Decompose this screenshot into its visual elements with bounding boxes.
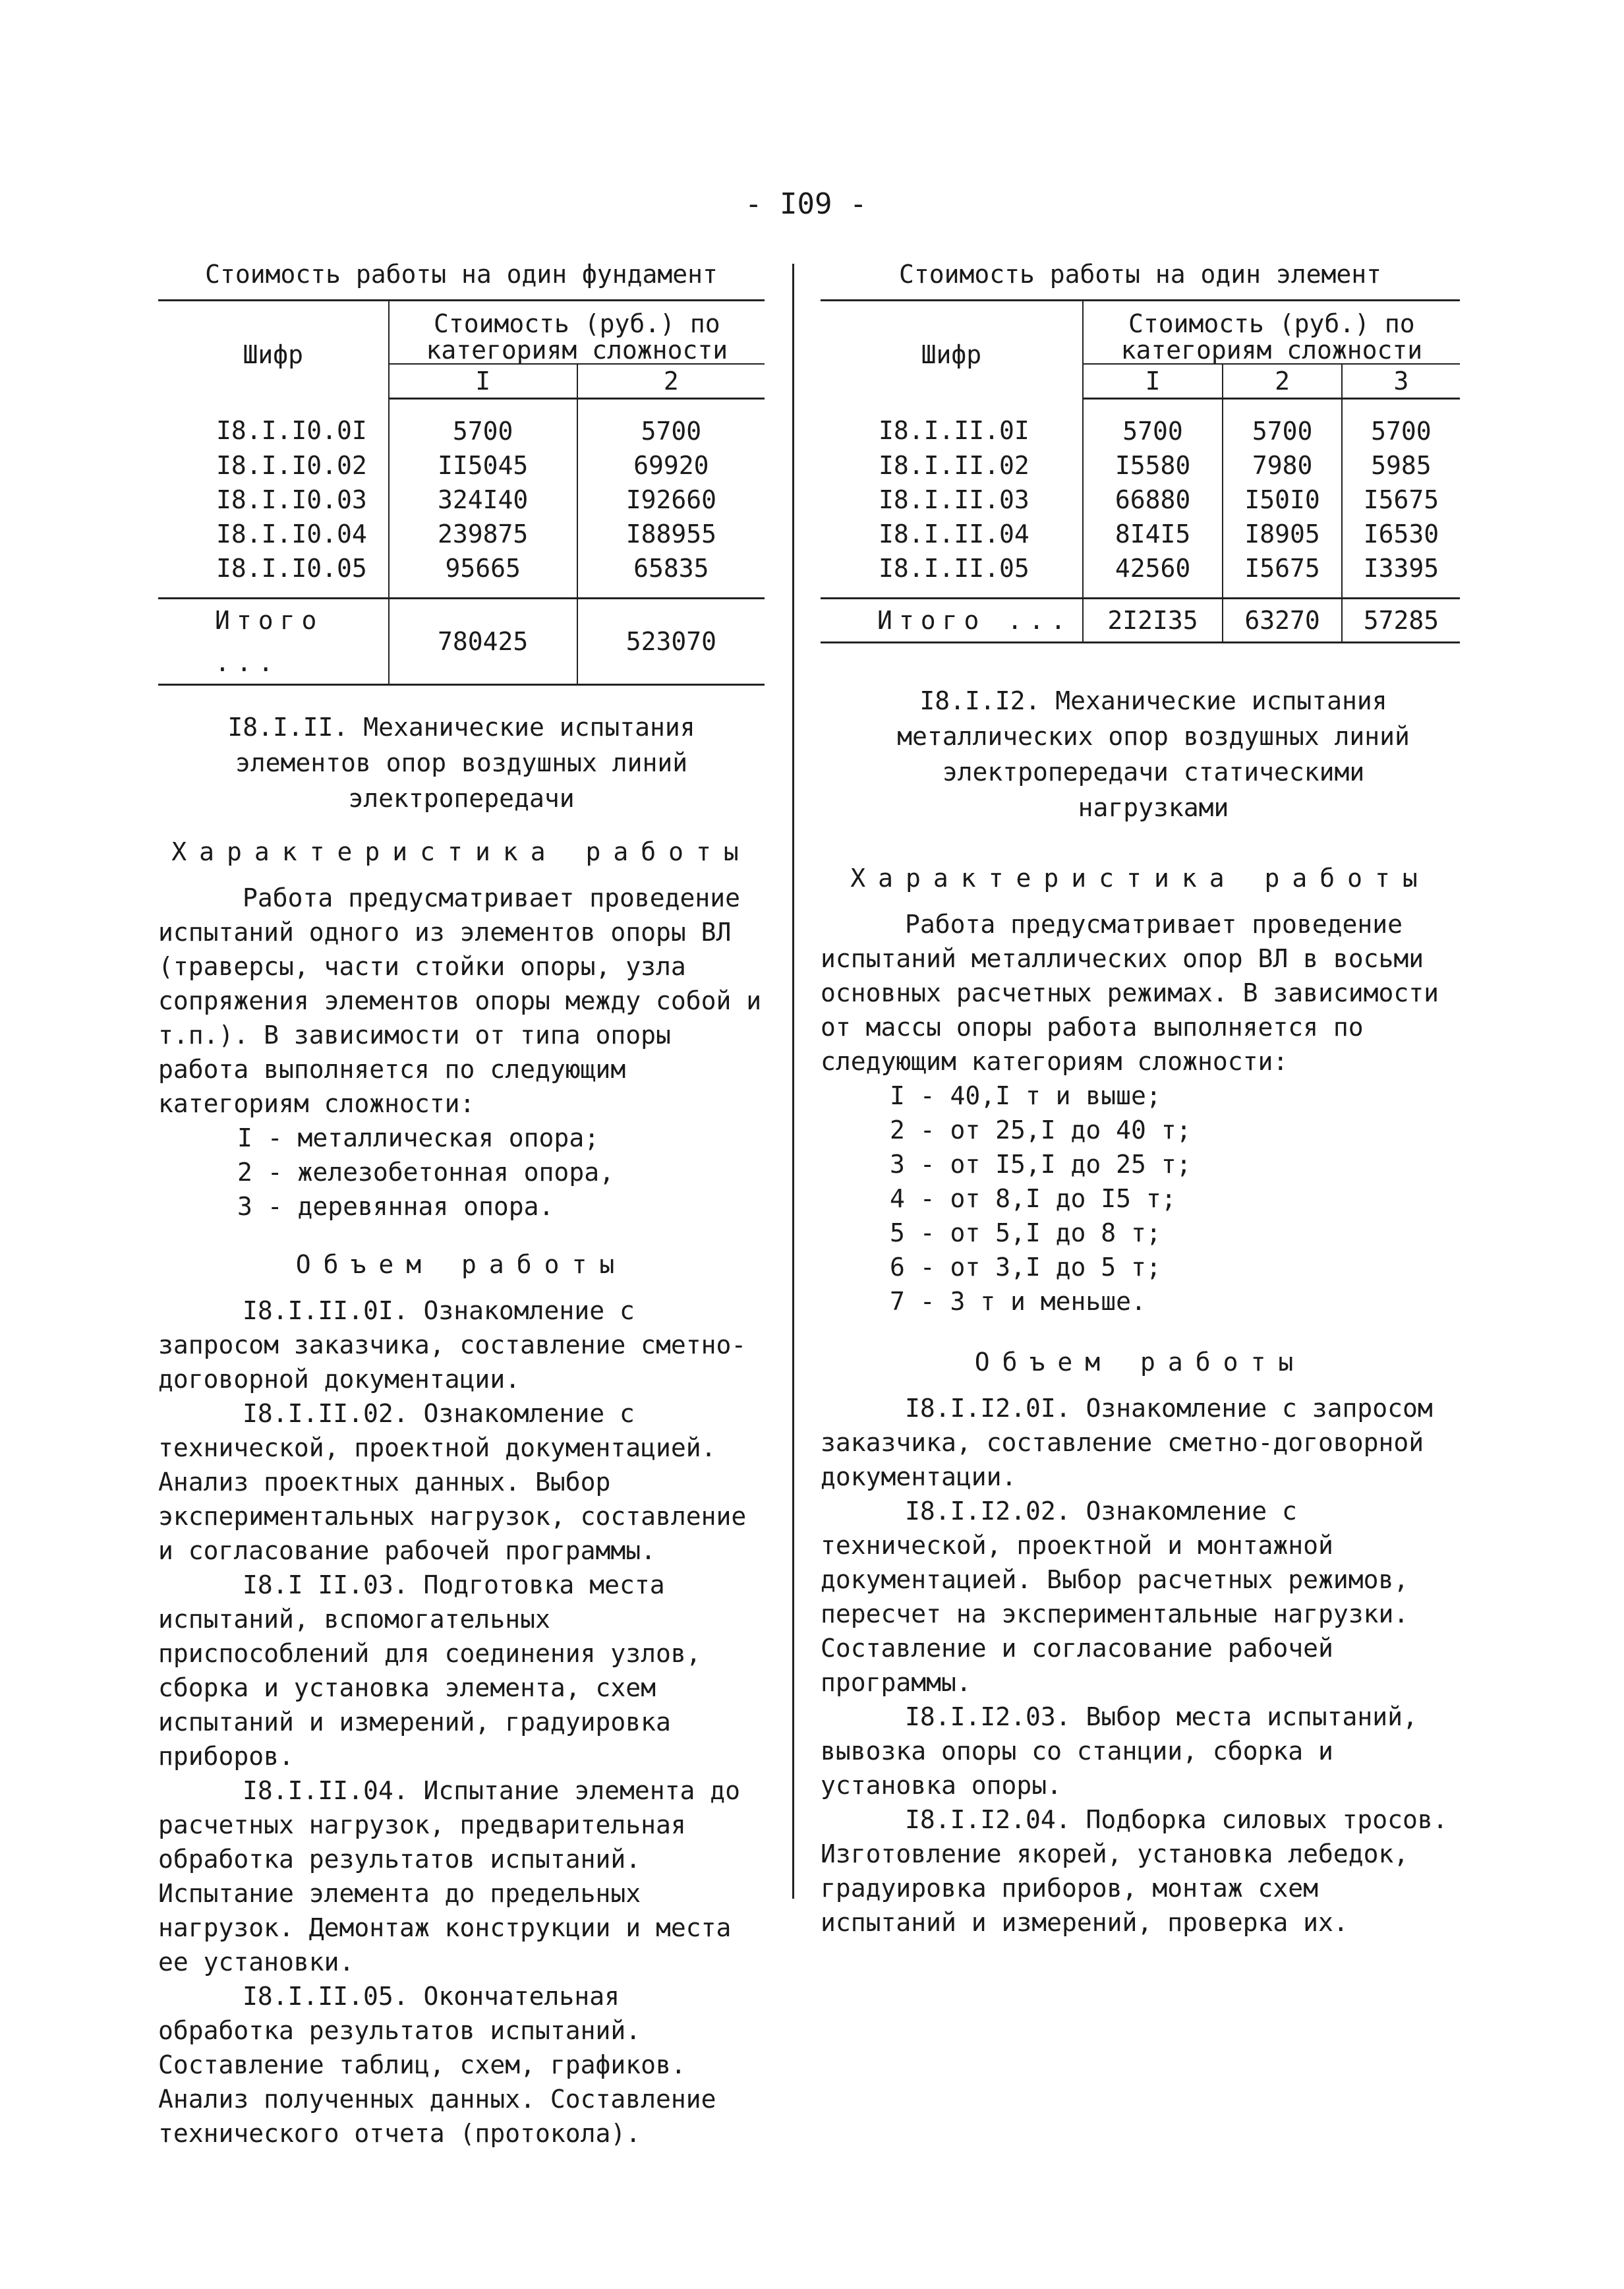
table-row bbox=[821, 448, 1460, 483]
list-item: 3 - от I5,I до 25 т; bbox=[890, 1150, 1192, 1179]
scope-item: I8.I.I2.03. Выбор места испытаний, вывозка опоры со станции, сборка и установка опоры. bbox=[821, 1702, 1418, 1800]
cost-cell: 5700 bbox=[389, 399, 577, 449]
cost-cell: I50I0 bbox=[1223, 483, 1342, 517]
scope-item: I8.I.II.05. Окончательная обработка результатов испытаний. Составление таблиц, схем, графиков. Анализ полученных данных. Составление технического отчета (протокола). bbox=[158, 1982, 716, 2148]
scope-item: I8.I.I2.02. Ознакомление с технической, проектной и монтажной документацией. Выбор расчетных режимов, пересчет на экспериментальные нагрузки. Составление и согласование рабочей программы. bbox=[821, 1497, 1409, 1697]
element-cost-table bbox=[821, 299, 1460, 643]
characteristics-heading: Характеристика работы bbox=[850, 864, 1430, 893]
table-row bbox=[158, 551, 765, 599]
cost-cell: 95665 bbox=[389, 551, 577, 599]
left-table-caption: Стоимость работы на один фундамент bbox=[205, 260, 718, 289]
scope-item: I8.I.II.04. Испытание элемента до расчетных нагрузок, предварительная обработка результатов испытаний. Испытание элемента до предельных нагрузок. Демонтаж конструкции и места ее установки. bbox=[158, 1776, 740, 1977]
category-header: 2 bbox=[577, 364, 765, 399]
code-cell: I8.I.II.04 bbox=[879, 520, 1030, 549]
total-cell: 523070 bbox=[577, 599, 765, 685]
cost-cell: 5700 bbox=[577, 399, 765, 449]
cost-cell: I8905 bbox=[1223, 517, 1342, 551]
list-item: 4 - от 8,I до I5 т; bbox=[890, 1184, 1176, 1213]
code-cell: I8.I.II.05 bbox=[879, 554, 1030, 583]
code-header: Шифр bbox=[821, 301, 1083, 399]
category-header: 2 bbox=[1223, 364, 1342, 399]
category-header: 3 bbox=[1342, 364, 1460, 399]
characteristics-text: Работа предусматривает проведение испытаний одного из элементов опоры ВЛ (траверсы, части стойки опоры, узла сопряжения элементов опоры между собой и т.п.). В зависимости от типа опоры работа выполняется по следующим категориям сложности: bbox=[158, 883, 762, 1118]
list-item: 3 - деревянная опора. bbox=[237, 1192, 554, 1221]
cost-cell: I5580 bbox=[1083, 448, 1223, 483]
cost-cell: 5985 bbox=[1342, 448, 1460, 483]
category-header: I bbox=[389, 364, 577, 399]
code-cell: I8.I.I0.0I bbox=[216, 416, 367, 446]
cost-cell: 239875 bbox=[389, 517, 577, 551]
code-cell: I8.I.II.03 bbox=[879, 485, 1030, 514]
total-row bbox=[158, 599, 765, 685]
table-row bbox=[821, 517, 1460, 551]
cost-cell: I5675 bbox=[1223, 551, 1342, 599]
cost-cell: I5675 bbox=[1342, 483, 1460, 517]
column-divider bbox=[792, 264, 794, 1899]
cost-cell: I3395 bbox=[1342, 551, 1460, 599]
scope-item: I8.I.I2.0I. Ознакомление с запросом заказчика, составление сметно-договорной документации. bbox=[821, 1394, 1433, 1491]
code-cell: I8.I.I0.05 bbox=[216, 554, 367, 583]
right-column bbox=[821, 257, 1460, 1940]
cost-cell: 66880 bbox=[1083, 483, 1223, 517]
total-label: Итого ... bbox=[158, 599, 389, 685]
table-row bbox=[821, 399, 1460, 449]
table-row bbox=[158, 448, 765, 483]
code-cell: I8.I.I0.02 bbox=[216, 451, 367, 480]
list-item: 6 - от 3,I до 5 т; bbox=[890, 1253, 1161, 1282]
cost-cell: 65835 bbox=[577, 551, 765, 599]
total-cell: 2I2I35 bbox=[1083, 599, 1223, 643]
characteristics-text: Работа предусматривает проведение испытаний металлических опор ВЛ в восьми основных расчетных режимах. В зависимости от массы опоры работа выполняется по следующим категориям сложности: bbox=[821, 910, 1439, 1076]
cost-cell: I6530 bbox=[1342, 517, 1460, 551]
scope-heading: Объем работы bbox=[295, 1250, 627, 1279]
total-row bbox=[821, 599, 1460, 643]
scope-heading: Объем работы bbox=[974, 1348, 1306, 1377]
left-column bbox=[158, 257, 765, 2151]
section-title: I8.I.II. Механические испытания элементов опор воздушных линий электропередачи bbox=[227, 713, 695, 813]
cost-cell: 324I40 bbox=[389, 483, 577, 517]
cost-cell: 69920 bbox=[577, 448, 765, 483]
total-cell: 63270 bbox=[1223, 599, 1342, 643]
code-cell: I8.I.II.0I bbox=[879, 416, 1030, 446]
complexity-categories-list bbox=[821, 1079, 1460, 1319]
code-header: Шифр bbox=[158, 301, 389, 399]
category-header: I bbox=[1083, 364, 1223, 399]
list-item: I - металлическая опора; bbox=[237, 1123, 600, 1152]
cost-cell: 5700 bbox=[1223, 399, 1342, 449]
scope-item: I8.I.II.0I. Ознакомление с запросом заказчика, составление сметно-договорной документации. bbox=[158, 1296, 747, 1394]
complexity-categories-list bbox=[158, 1121, 765, 1224]
table-row bbox=[821, 551, 1460, 599]
code-cell: I8.I.I0.04 bbox=[216, 520, 367, 549]
scope-item: I8.I.I2.04. Подборка силовых тросов. Изготовление якорей, установка лебедок, градуировка приборов, монтаж схем испытаний и измерений, проверка их. bbox=[821, 1805, 1448, 1937]
cost-header: Стоимость (руб.) по категориям сложности bbox=[1083, 301, 1460, 365]
characteristics-heading: Характеристика работы bbox=[171, 837, 751, 866]
right-table-caption: Стоимость работы на один элемент bbox=[898, 260, 1382, 289]
total-label: Итого ... bbox=[821, 599, 1083, 643]
scope-item: I8.I.II.02. Ознакомление с технической, проектной документацией. Анализ проектных данных. Выбор экспериментальных нагрузок, составление и согласование рабочей программы. bbox=[158, 1399, 747, 1565]
cost-cell: 5700 bbox=[1083, 399, 1223, 449]
total-cell: 780425 bbox=[389, 599, 577, 685]
total-cell: 57285 bbox=[1342, 599, 1460, 643]
cost-cell: I92660 bbox=[577, 483, 765, 517]
table-row bbox=[821, 483, 1460, 517]
cost-cell: 42560 bbox=[1083, 551, 1223, 599]
list-item: I - 40,I т и выше; bbox=[890, 1081, 1161, 1110]
code-cell: I8.I.II.02 bbox=[879, 451, 1030, 480]
table-row bbox=[158, 517, 765, 551]
list-item: 2 - железобетонная опора, bbox=[237, 1158, 614, 1187]
scope-item: I8.I II.03. Подготовка места испытаний, вспомогательных приспособлений для соединения узлов, сборка и установка элемента, схем испытаний и измерений, градуировка приборов. bbox=[158, 1570, 701, 1771]
cost-cell: 5700 bbox=[1342, 399, 1460, 449]
foundation-cost-table bbox=[158, 299, 765, 686]
table-row bbox=[158, 399, 765, 449]
cost-cell: II5045 bbox=[389, 448, 577, 483]
table-row bbox=[158, 483, 765, 517]
cost-cell: 7980 bbox=[1223, 448, 1342, 483]
list-item: 5 - от 5,I до 8 т; bbox=[890, 1218, 1161, 1247]
cost-cell: I88955 bbox=[577, 517, 765, 551]
cost-header: Стоимость (руб.) по категориям сложности bbox=[389, 301, 765, 365]
section-title: I8.I.I2. Механические испытания металлических опор воздушных линий электропередачи статическими нагрузками bbox=[897, 686, 1410, 822]
list-item: 7 - 3 т и меньше. bbox=[890, 1287, 1146, 1316]
code-cell: I8.I.I0.03 bbox=[216, 485, 367, 514]
cost-cell: 8I4I5 bbox=[1083, 517, 1223, 551]
list-item: 2 - от 25,I до 40 т; bbox=[890, 1115, 1192, 1144]
page-number: - I09 - bbox=[745, 187, 867, 221]
